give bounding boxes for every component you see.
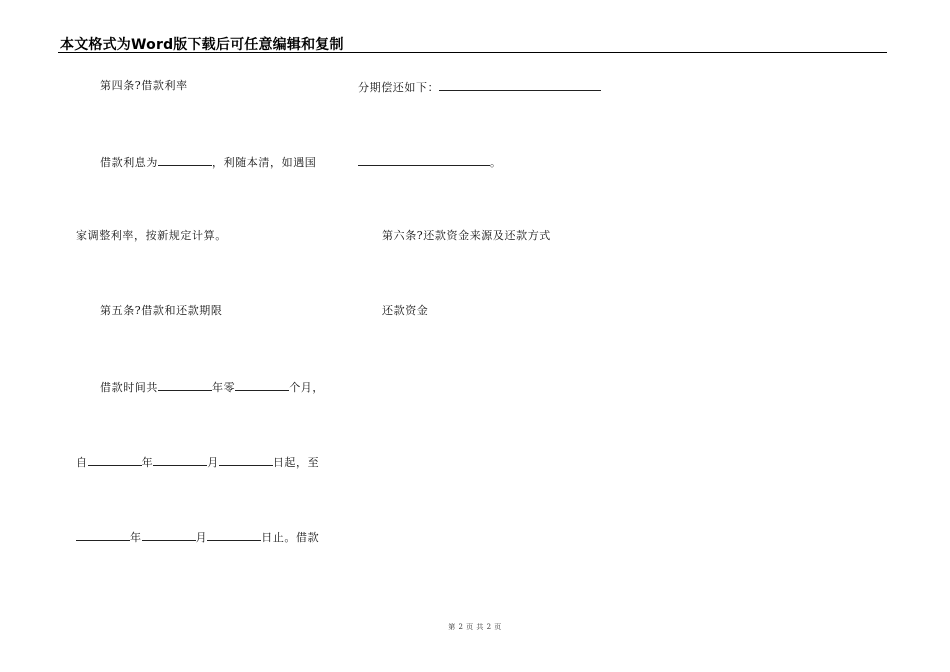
to-day-blank [207,529,261,541]
to-month-blank [142,529,196,541]
article4-heading: 第四条?借款利率 [100,79,188,92]
installment-line [358,79,601,95]
from-year-blank [88,454,142,466]
term-years-blank [158,379,212,391]
from-day-label: 日起，至 [272,456,320,469]
to-year-blank [76,529,130,541]
term-months-blank [235,379,289,391]
interest-blank [158,154,212,166]
article6-heading: 第六条?还款资金来源及还款方式 [382,229,551,242]
installment-cont-blank [358,154,490,166]
article5-heading: 第五条?借款和还款期限 [100,304,223,317]
installment-text: 分期偿还如下： [358,81,440,94]
repayment-fund-label: 还款资金 [382,304,429,317]
term-months: 个月， [289,381,325,394]
interest-line [100,154,316,170]
term-prefix: 借款时间共 [100,381,158,394]
from-month-label: 月 [207,456,219,469]
term-year-zero: 年零 [212,381,236,394]
interest-suffix: ，利随本清，如遇国 [212,156,317,169]
from-month-blank [153,454,207,466]
header-rule [58,52,887,53]
interest-prefix: 借款利息为 [100,156,158,169]
to-date-line [76,529,319,545]
interest-continuation: 家调整利率，按新规定计算。 [76,229,227,242]
installment-continuation [358,154,502,170]
installment-period-end: 。 [490,156,502,169]
to-year-label: 年 [130,531,142,544]
page-number-footer: 第 2 页 共 2 页 [448,623,502,631]
to-day-label: 日止。借款 [261,531,320,544]
from-date-line [76,454,319,470]
from-day-blank [219,454,273,466]
to-month-label: 月 [195,531,208,544]
term-line [100,379,324,395]
from-prefix: 自 [76,456,88,469]
from-year-label: 年 [141,456,154,469]
document-header-title: 本文格式为Word版下载后可任意编辑和复制 [60,37,344,53]
installment-blank [439,79,601,91]
